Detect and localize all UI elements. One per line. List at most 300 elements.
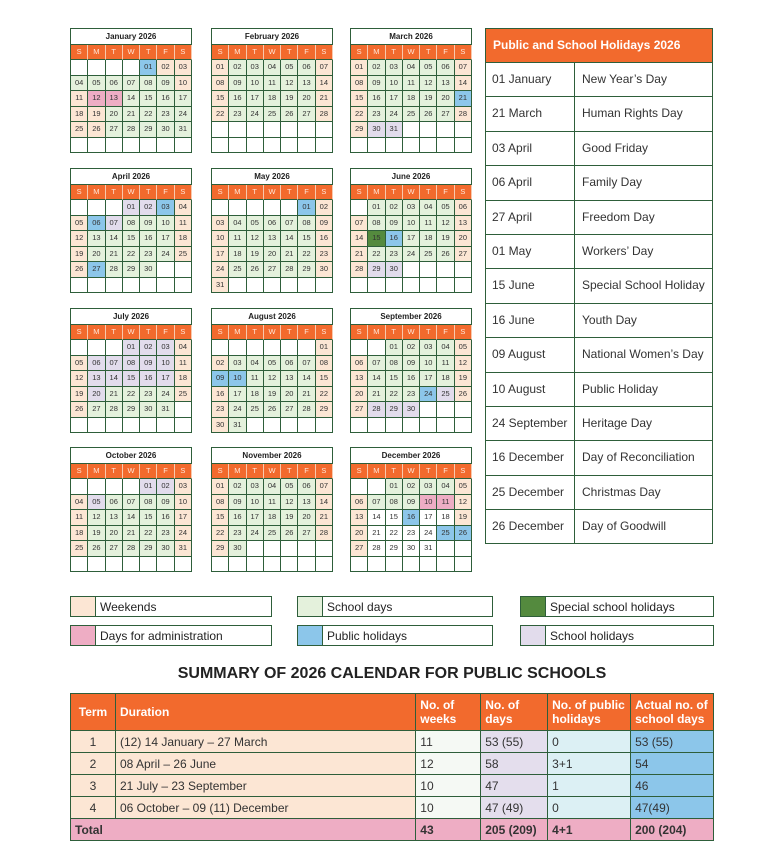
empty-cell <box>455 122 472 138</box>
day-cell: 04 <box>71 495 88 511</box>
summary-row <box>71 775 714 797</box>
weekday-header: T <box>140 325 157 340</box>
weekday-header: F <box>298 325 315 340</box>
day-cell: 27 <box>88 402 105 418</box>
weekday-header: W <box>403 464 420 479</box>
day-cell: 13 <box>351 510 368 526</box>
day-cell: 14 <box>123 91 140 107</box>
day-cell: 20 <box>106 107 123 123</box>
day-cell: 14 <box>368 510 385 526</box>
day-cell: 28 <box>368 402 385 418</box>
holiday-name: Day of Goodwill <box>582 519 667 534</box>
day-cell: 23 <box>229 107 246 123</box>
day-cell: 30 <box>157 122 174 138</box>
day-cell: 15 <box>140 91 157 107</box>
day-cell: 29 <box>386 402 403 418</box>
empty-cell <box>229 200 246 216</box>
holiday-date: 24 September <box>486 407 575 440</box>
day-cell: 19 <box>281 91 298 107</box>
holiday-name: Heritage Day <box>582 415 653 430</box>
day-cell: 30 <box>140 262 157 278</box>
empty-cell <box>437 122 454 138</box>
day-cell: 31 <box>386 122 403 138</box>
day-cell: 06 <box>264 216 281 232</box>
weekday-header: T <box>386 45 403 60</box>
day-cell: 22 <box>123 387 140 403</box>
month-title: April 2026 <box>70 168 192 184</box>
empty-cell <box>247 418 264 434</box>
duration-cell: 21 July – 23 September <box>115 775 415 797</box>
actual-days-cell: 53 (55) <box>631 731 714 753</box>
weekday-header: F <box>437 185 454 200</box>
day-cell: 18 <box>175 371 192 387</box>
weekday-header: T <box>281 185 298 200</box>
empty-cell <box>106 60 123 76</box>
empty-cell <box>298 557 315 573</box>
weekday-header: S <box>316 185 333 200</box>
month-title: November 2026 <box>211 447 333 463</box>
weekday-header: T <box>386 464 403 479</box>
day-cell: 11 <box>264 76 281 92</box>
day-cell: 29 <box>212 541 229 557</box>
empty-cell <box>437 278 454 294</box>
holiday-date: 01 May <box>486 235 575 268</box>
day-cell: 17 <box>212 247 229 263</box>
holiday-date: 15 June <box>486 269 575 302</box>
day-cell: 22 <box>212 526 229 542</box>
day-cell: 19 <box>420 91 437 107</box>
weekday-header: S <box>316 45 333 60</box>
day-cell: 13 <box>106 510 123 526</box>
day-cell: 19 <box>437 231 454 247</box>
empty-cell <box>175 138 192 154</box>
day-cell: 23 <box>157 107 174 123</box>
month-calendar <box>350 308 472 433</box>
day-cell: 15 <box>368 231 385 247</box>
empty-cell <box>106 479 123 495</box>
day-cell: 19 <box>455 371 472 387</box>
empty-cell <box>264 200 281 216</box>
holiday-date: 16 December <box>486 441 575 474</box>
empty-cell <box>281 557 298 573</box>
day-cell: 07 <box>281 216 298 232</box>
holiday-row <box>486 131 712 165</box>
day-cell: 23 <box>368 107 385 123</box>
empty-cell <box>281 138 298 154</box>
empty-cell <box>71 340 88 356</box>
month-grid <box>70 324 192 433</box>
weekday-header: F <box>298 185 315 200</box>
day-cell: 19 <box>71 247 88 263</box>
weekday-header: S <box>212 325 229 340</box>
weekday-header: M <box>229 325 246 340</box>
empty-cell <box>140 138 157 154</box>
day-cell: 05 <box>281 60 298 76</box>
day-cell: 17 <box>229 387 246 403</box>
day-cell: 22 <box>351 107 368 123</box>
empty-cell <box>247 340 264 356</box>
month-grid <box>350 184 472 293</box>
day-cell: 26 <box>420 107 437 123</box>
weekday-header: M <box>88 185 105 200</box>
empty-cell <box>316 122 333 138</box>
day-cell: 12 <box>455 356 472 372</box>
day-cell: 03 <box>157 340 174 356</box>
empty-cell <box>175 278 192 294</box>
empty-cell <box>71 479 88 495</box>
holiday-name: Family Day <box>582 175 643 190</box>
month-title: August 2026 <box>211 308 333 324</box>
day-cell: 06 <box>298 479 315 495</box>
weekday-header: M <box>368 464 385 479</box>
day-cell: 26 <box>71 262 88 278</box>
day-cell: 25 <box>437 526 454 542</box>
holiday-date: 03 April <box>486 132 575 165</box>
empty-cell <box>437 138 454 154</box>
day-cell: 15 <box>140 510 157 526</box>
holiday-row <box>486 406 712 440</box>
day-cell: 30 <box>140 402 157 418</box>
month-title: September 2026 <box>350 308 472 324</box>
weekday-header: W <box>403 185 420 200</box>
day-cell: 16 <box>229 91 246 107</box>
holidays-table <box>485 28 713 544</box>
month-title: January 2026 <box>70 28 192 44</box>
weekday-header: W <box>403 325 420 340</box>
day-cell: 26 <box>247 262 264 278</box>
empty-cell <box>88 479 105 495</box>
day-cell: 24 <box>420 526 437 542</box>
day-cell: 08 <box>123 356 140 372</box>
weeks-cell: 12 <box>416 753 481 775</box>
weeks-cell: 11 <box>416 731 481 753</box>
day-cell: 16 <box>386 231 403 247</box>
empty-cell <box>247 278 264 294</box>
empty-cell <box>123 278 140 294</box>
day-cell: 24 <box>247 107 264 123</box>
day-cell: 10 <box>212 231 229 247</box>
day-cell: 27 <box>298 107 315 123</box>
legend-item-days-for-administration <box>70 625 272 646</box>
empty-cell <box>386 418 403 434</box>
day-cell: 17 <box>247 91 264 107</box>
day-cell: 18 <box>229 247 246 263</box>
empty-cell <box>157 278 174 294</box>
day-cell: 07 <box>106 216 123 232</box>
day-cell: 01 <box>123 200 140 216</box>
day-cell: 10 <box>157 216 174 232</box>
weekday-header: F <box>298 464 315 479</box>
month-grid <box>211 44 333 153</box>
weekday-header: S <box>351 325 368 340</box>
day-cell: 30 <box>403 402 420 418</box>
weekday-header: F <box>157 325 174 340</box>
day-cell: 02 <box>157 60 174 76</box>
day-cell: 11 <box>437 495 454 511</box>
holiday-row <box>486 165 712 199</box>
term-cell: 1 <box>71 731 116 753</box>
empty-cell <box>455 402 472 418</box>
day-cell: 07 <box>123 76 140 92</box>
day-cell: 14 <box>123 510 140 526</box>
day-cell: 24 <box>247 526 264 542</box>
weekday-header: T <box>386 325 403 340</box>
empty-cell <box>212 557 229 573</box>
empty-cell <box>351 418 368 434</box>
month-grid <box>70 463 192 572</box>
day-cell: 09 <box>140 216 157 232</box>
day-cell: 16 <box>229 510 246 526</box>
weekday-header: T <box>106 325 123 340</box>
holiday-row <box>486 372 712 406</box>
day-cell: 12 <box>71 371 88 387</box>
holiday-name: Human Rights Day <box>582 106 683 121</box>
legend-item-special-school-holidays <box>520 596 714 617</box>
holiday-date: 27 April <box>486 201 575 234</box>
day-cell: 03 <box>386 60 403 76</box>
weekday-header: S <box>212 45 229 60</box>
month-grid <box>211 463 333 572</box>
duration-cell: 06 October – 09 (11) December <box>115 797 415 819</box>
summary-header-row <box>71 694 714 731</box>
day-cell: 12 <box>247 231 264 247</box>
weekday-header: W <box>264 185 281 200</box>
weekday-header: T <box>386 185 403 200</box>
day-cell: 18 <box>247 387 264 403</box>
month-title: March 2026 <box>350 28 472 44</box>
weekday-header: T <box>420 185 437 200</box>
empty-cell <box>106 418 123 434</box>
day-cell: 08 <box>386 356 403 372</box>
day-cell: 06 <box>281 356 298 372</box>
weekday-header: F <box>437 45 454 60</box>
day-cell: 12 <box>437 216 454 232</box>
day-cell: 05 <box>455 479 472 495</box>
empty-cell <box>281 340 298 356</box>
weekday-header: S <box>175 45 192 60</box>
weekday-header: F <box>437 464 454 479</box>
day-cell: 02 <box>403 340 420 356</box>
day-cell: 02 <box>229 60 246 76</box>
empty-cell <box>281 200 298 216</box>
weekday-header: S <box>351 185 368 200</box>
day-cell: 02 <box>403 479 420 495</box>
empty-cell <box>403 418 420 434</box>
legend-swatch <box>521 597 546 616</box>
day-cell: 15 <box>386 510 403 526</box>
empty-cell <box>88 340 105 356</box>
empty-cell <box>437 402 454 418</box>
holiday-row <box>486 200 712 234</box>
day-cell: 14 <box>106 231 123 247</box>
day-cell: 09 <box>157 495 174 511</box>
day-cell: 07 <box>368 356 385 372</box>
month-calendar <box>350 28 472 153</box>
empty-cell <box>403 138 420 154</box>
day-cell: 27 <box>106 541 123 557</box>
holiday-row <box>486 303 712 337</box>
day-cell: 07 <box>123 495 140 511</box>
day-cell: 07 <box>455 60 472 76</box>
empty-cell <box>212 200 229 216</box>
weekday-header: S <box>212 185 229 200</box>
day-cell: 05 <box>455 340 472 356</box>
holiday-row <box>486 440 712 474</box>
day-cell: 11 <box>175 356 192 372</box>
holiday-name: Special School Holiday <box>582 278 705 293</box>
holiday-row <box>486 337 712 371</box>
day-cell: 09 <box>403 356 420 372</box>
weekday-header: M <box>88 45 105 60</box>
day-cell: 21 <box>123 526 140 542</box>
day-cell: 24 <box>386 107 403 123</box>
empty-cell <box>298 122 315 138</box>
day-cell: 15 <box>212 91 229 107</box>
day-cell: 07 <box>351 216 368 232</box>
day-cell: 08 <box>140 495 157 511</box>
day-cell: 21 <box>316 91 333 107</box>
empty-cell <box>247 122 264 138</box>
day-cell: 04 <box>71 76 88 92</box>
holiday-row <box>486 234 712 268</box>
day-cell: 06 <box>298 60 315 76</box>
weeks-cell: 10 <box>416 775 481 797</box>
day-cell: 15 <box>123 371 140 387</box>
day-cell: 30 <box>386 262 403 278</box>
day-cell: 13 <box>281 371 298 387</box>
empty-cell <box>455 138 472 154</box>
day-cell: 26 <box>88 541 105 557</box>
day-cell: 21 <box>106 247 123 263</box>
day-cell: 12 <box>281 495 298 511</box>
empty-cell <box>212 122 229 138</box>
weekday-header: S <box>71 325 88 340</box>
day-cell: 18 <box>71 107 88 123</box>
empty-cell <box>264 138 281 154</box>
empty-cell <box>316 138 333 154</box>
day-cell: 09 <box>140 356 157 372</box>
day-cell: 21 <box>106 387 123 403</box>
day-cell: 09 <box>229 76 246 92</box>
empty-cell <box>229 557 246 573</box>
weekday-header: W <box>403 45 420 60</box>
header-term: Term <box>71 694 116 731</box>
day-cell: 20 <box>88 247 105 263</box>
day-cell: 26 <box>437 247 454 263</box>
weekday-header: T <box>420 325 437 340</box>
day-cell: 23 <box>403 387 420 403</box>
day-cell: 02 <box>316 200 333 216</box>
day-cell: 16 <box>368 91 385 107</box>
day-cell: 22 <box>140 107 157 123</box>
summary-row <box>71 797 714 819</box>
day-cell: 24 <box>157 247 174 263</box>
day-cell: 10 <box>420 356 437 372</box>
weekday-header: F <box>298 45 315 60</box>
month-calendar <box>350 168 472 293</box>
empty-cell <box>106 340 123 356</box>
empty-cell <box>455 278 472 294</box>
day-cell: 25 <box>229 262 246 278</box>
empty-cell <box>351 479 368 495</box>
day-cell: 20 <box>351 526 368 542</box>
empty-cell <box>229 340 246 356</box>
day-cell: 22 <box>123 247 140 263</box>
weekday-header: T <box>140 185 157 200</box>
day-cell: 23 <box>212 402 229 418</box>
day-cell: 09 <box>229 495 246 511</box>
day-cell: 14 <box>316 76 333 92</box>
day-cell: 23 <box>229 526 246 542</box>
weekday-header: S <box>455 464 472 479</box>
days-cell: 47 (49) <box>481 797 548 819</box>
day-cell: 18 <box>264 91 281 107</box>
day-cell: 09 <box>368 76 385 92</box>
day-cell: 11 <box>437 356 454 372</box>
weekday-header: W <box>264 325 281 340</box>
day-cell: 17 <box>157 371 174 387</box>
day-cell: 15 <box>316 371 333 387</box>
legend-label: Weekends <box>100 600 157 614</box>
day-cell: 07 <box>298 356 315 372</box>
empty-cell <box>403 122 420 138</box>
empty-cell <box>106 278 123 294</box>
empty-cell <box>298 278 315 294</box>
empty-cell <box>455 557 472 573</box>
day-cell: 29 <box>123 262 140 278</box>
day-cell: 16 <box>140 231 157 247</box>
day-cell: 18 <box>264 510 281 526</box>
legend-swatch <box>71 626 96 645</box>
day-cell: 01 <box>368 200 385 216</box>
day-cell: 20 <box>298 510 315 526</box>
day-cell: 18 <box>437 371 454 387</box>
empty-cell <box>386 557 403 573</box>
empty-cell <box>420 138 437 154</box>
day-cell: 31 <box>157 402 174 418</box>
day-cell: 25 <box>247 402 264 418</box>
empty-cell <box>175 418 192 434</box>
day-cell: 20 <box>106 526 123 542</box>
day-cell: 30 <box>212 418 229 434</box>
day-cell: 30 <box>157 541 174 557</box>
day-cell: 13 <box>455 216 472 232</box>
empty-cell <box>106 557 123 573</box>
day-cell: 25 <box>71 541 88 557</box>
day-cell: 30 <box>403 541 420 557</box>
day-cell: 03 <box>229 356 246 372</box>
day-cell: 13 <box>88 231 105 247</box>
day-cell: 25 <box>175 387 192 403</box>
day-cell: 23 <box>316 247 333 263</box>
day-cell: 21 <box>316 510 333 526</box>
day-cell: 04 <box>420 200 437 216</box>
day-cell: 18 <box>403 91 420 107</box>
empty-cell <box>351 138 368 154</box>
empty-cell <box>386 138 403 154</box>
empty-cell <box>455 262 472 278</box>
empty-cell <box>106 138 123 154</box>
day-cell: 31 <box>229 418 246 434</box>
empty-cell <box>140 418 157 434</box>
day-cell: 13 <box>351 371 368 387</box>
day-cell: 25 <box>403 107 420 123</box>
duration-cell: 08 April – 26 June <box>115 753 415 775</box>
empty-cell <box>298 138 315 154</box>
day-cell: 01 <box>298 200 315 216</box>
empty-cell <box>420 122 437 138</box>
empty-cell <box>298 418 315 434</box>
